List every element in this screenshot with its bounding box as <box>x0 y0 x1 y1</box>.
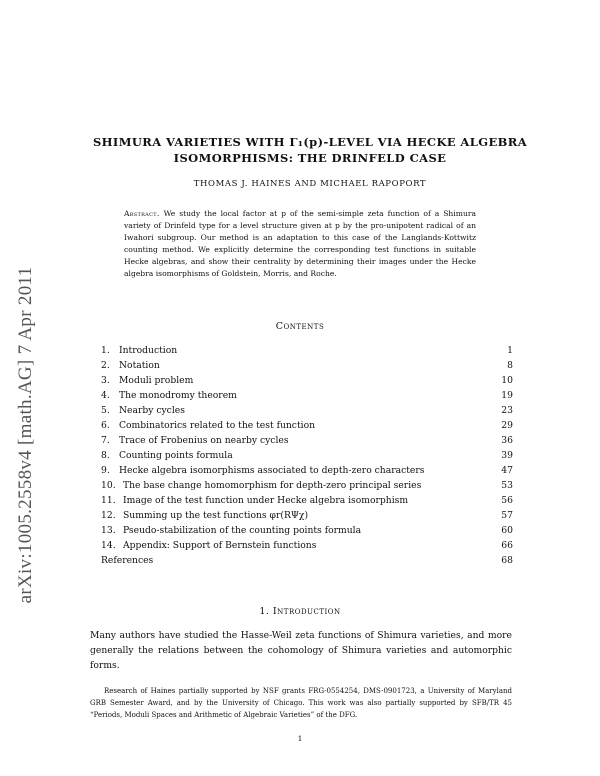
toc-entry-page: 10 <box>501 375 513 386</box>
toc-entry[interactable] <box>101 538 513 553</box>
toc-entry-page: 68 <box>501 555 513 566</box>
footnote-text: Research of Haines partially supported by NSF grants FRG-0554254, DMS-0901723, a University of Maryland GRB Semester Award, and by the University of Chicago. This work was also partially supported by SFB/TR 45 “Periods, Moduli Spaces and Arithmetic of Algebraic Varieties” of the DFG. <box>90 687 512 719</box>
abstract-label: Abstract. <box>124 209 160 218</box>
abstract <box>124 208 476 280</box>
toc-entry-number: 13. <box>101 525 116 536</box>
toc-entry-page: 57 <box>501 510 513 521</box>
toc-entry-page: 56 <box>501 495 513 506</box>
toc-entry-number: 6. <box>101 420 110 431</box>
toc-entry-number: 1. <box>101 345 110 356</box>
toc-entry-page: 1 <box>507 345 513 356</box>
toc-entry-title: The monodromy theorem <box>119 390 237 401</box>
toc-entry-page: 60 <box>501 525 513 536</box>
toc-entry-title: Pseudo-stabilization of the counting points formula <box>123 525 362 536</box>
toc-entry[interactable] <box>101 508 513 523</box>
table-of-contents <box>101 343 513 568</box>
toc-entry-number: 9. <box>101 465 110 476</box>
toc-entry-number: 10. <box>101 480 116 491</box>
toc-entry-title: Notation <box>119 360 160 371</box>
toc-entry[interactable] <box>101 478 513 493</box>
footnote <box>90 685 512 721</box>
page-number: 1 <box>297 734 303 743</box>
toc-entry-references[interactable] <box>101 553 513 568</box>
toc-entry[interactable] <box>101 448 513 463</box>
toc-entry-page: 66 <box>501 540 513 551</box>
toc-entry[interactable] <box>101 493 513 508</box>
toc-entry-title: Moduli problem <box>119 375 194 386</box>
toc-entry-number: 8. <box>101 450 110 461</box>
toc-entry-title: Introduction <box>119 345 178 356</box>
toc-entry-number: 12. <box>101 510 116 521</box>
toc-entry-title: Appendix: Support of Bernstein functions <box>123 540 317 551</box>
intro-paragraph: Many authors have studied the Hasse-Weil zeta functions of Shimura varieties, and more generally the relations between the cohomology of Shimura varieties and automorphic forms. <box>90 630 512 671</box>
toc-entry-title: Combinatorics related to the test function <box>119 420 316 431</box>
contents-heading: Contents <box>275 321 325 332</box>
toc-entry[interactable] <box>101 358 513 373</box>
arxiv-identifier <box>6 210 46 660</box>
toc-entry-title: Trace of Frobenius on nearby cycles <box>119 435 289 446</box>
toc-entry[interactable] <box>101 388 513 403</box>
toc-entry-page: 8 <box>507 360 513 371</box>
toc-entry-page: 36 <box>501 435 513 446</box>
toc-entry-number: 4. <box>101 390 110 401</box>
paper-title-line-1: SHIMURA VARIETIES WITH Γ₁(p)-LEVEL VIA HECKE ALGEBRA <box>92 135 528 149</box>
toc-entry[interactable] <box>101 433 513 448</box>
toc-entry-page: 47 <box>501 465 513 476</box>
toc-entry-page: 19 <box>501 390 513 401</box>
section-heading: 1. Introduction <box>259 606 341 617</box>
paper-title <box>90 134 530 166</box>
toc-entry-title: Nearby cycles <box>119 405 185 416</box>
toc-entry-number: 7. <box>101 435 110 446</box>
toc-entry[interactable] <box>101 343 513 358</box>
paper-title-line-2: ISOMORPHISMS: THE DRINFELD CASE <box>173 151 447 165</box>
toc-entry-number: 5. <box>101 405 110 416</box>
abstract-text: We study the local factor at p of the semi-simple zeta function of a Shimura variety of Drinfeld type for a level structure given at p by the pro-unipotent radical of an Iwahori subgroup. Our method is an adaptation to this case of the Langlands-Kottwitz counting method. We explicitly determine the corresponding test functions in suitable Hecke algebras, and show their centrality by determining their images under the Hecke algebra isomorphisms of Goldstein, Morris, and Roche. <box>124 209 476 278</box>
toc-entry-title: Counting points formula <box>119 450 233 461</box>
arxiv-identifier-text: arXiv:1005.2558v4 [math.AG] 7 Apr 2011 <box>15 266 36 604</box>
toc-entry-title: Hecke algebra isomorphisms associated to depth-zero characters <box>119 465 425 476</box>
toc-entry-number: 14. <box>101 540 116 551</box>
toc-entry-number: 2. <box>101 360 110 371</box>
toc-entry-page: 53 <box>501 480 513 491</box>
authors: THOMAS J. HAINES AND MICHAEL RAPOPORT <box>193 179 427 189</box>
toc-entry-title: Summing up the test functions φr(RΨχ) <box>123 510 309 521</box>
toc-entry-page: 23 <box>501 405 513 416</box>
toc-entry-page: 29 <box>501 420 513 431</box>
toc-entry[interactable] <box>101 403 513 418</box>
toc-entry-title: Image of the test function under Hecke algebra isomorphism <box>123 495 409 506</box>
toc-entry[interactable] <box>101 523 513 538</box>
toc-entry-page: 39 <box>501 450 513 461</box>
toc-entry-number: 11. <box>101 495 116 506</box>
toc-entry-title: References <box>101 555 154 566</box>
toc-entry-number: 3. <box>101 375 110 386</box>
toc-entry[interactable] <box>101 463 513 478</box>
toc-entry[interactable] <box>101 373 513 388</box>
toc-entry[interactable] <box>101 418 513 433</box>
toc-entry-title: The base change homomorphism for depth-zero principal series <box>123 480 422 491</box>
